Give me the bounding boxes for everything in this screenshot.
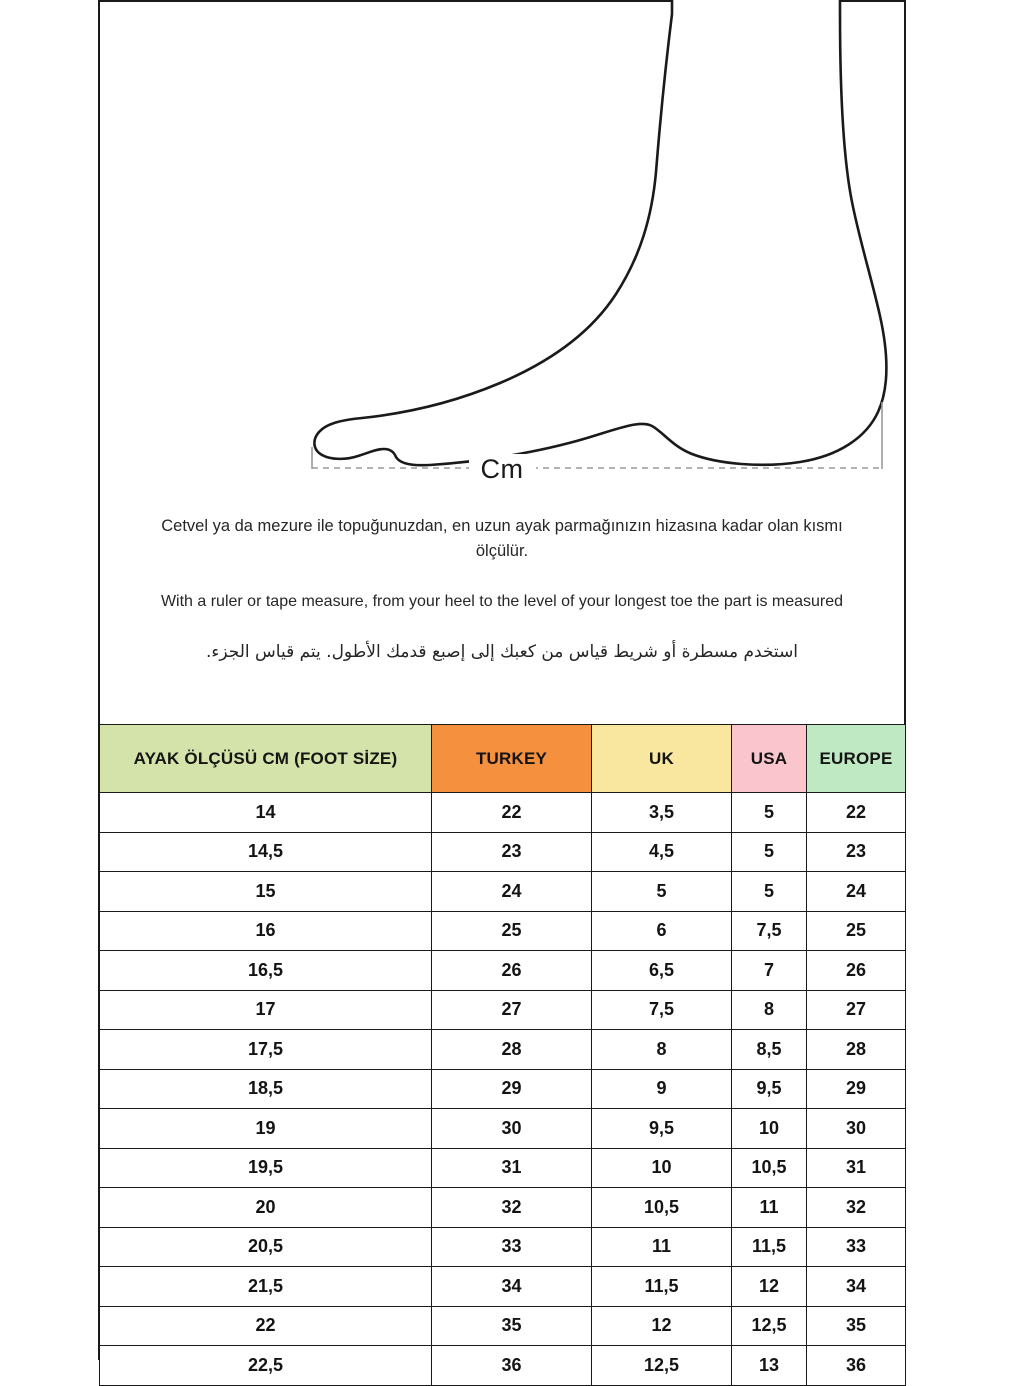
cell-turkey: 25: [432, 911, 592, 951]
table-row: [100, 1148, 906, 1188]
cell-turkey: 31: [432, 1148, 592, 1188]
cell-usa: 12: [732, 1267, 807, 1307]
table-row: [100, 1306, 906, 1346]
cell-turkey: 30: [432, 1109, 592, 1149]
instruction-text-turkish: Cetvel ya da mezure ile topuğunuzdan, en uzun ayak parmağınızın hizasına kadar olan kısmı ölçülür.: [161, 517, 843, 560]
cell-usa: 7,5: [732, 911, 807, 951]
cell-uk: 7,5: [592, 990, 732, 1030]
table-header-row: [100, 725, 906, 793]
cell-foot-size-cm: 18,5: [100, 1069, 432, 1109]
cell-foot-size-cm: 14: [100, 793, 432, 833]
cell-foot-size-cm: 17: [100, 990, 432, 1030]
cell-usa: 5: [732, 832, 807, 872]
cell-turkey: 33: [432, 1227, 592, 1267]
cell-uk: 12: [592, 1306, 732, 1346]
cell-uk: 4,5: [592, 832, 732, 872]
cell-turkey: 23: [432, 832, 592, 872]
cell-usa: 10,5: [732, 1148, 807, 1188]
column-header-europe: EUROPE: [807, 725, 906, 793]
cell-uk: 10: [592, 1148, 732, 1188]
cell-europe: 26: [807, 951, 906, 991]
cell-uk: 9,5: [592, 1109, 732, 1149]
cell-turkey: 35: [432, 1306, 592, 1346]
shoe-size-conversion-table: [99, 724, 906, 1386]
cell-foot-size-cm: 19: [100, 1109, 432, 1149]
cell-turkey: 28: [432, 1030, 592, 1070]
cell-turkey: 22: [432, 793, 592, 833]
cell-foot-size-cm: 21,5: [100, 1267, 432, 1307]
cell-uk: 3,5: [592, 793, 732, 833]
cell-europe: 28: [807, 1030, 906, 1070]
size-guide-card: [98, 0, 906, 1375]
cell-foot-size-cm: 19,5: [100, 1148, 432, 1188]
table-row: [100, 1069, 906, 1109]
cell-uk: 11,5: [592, 1267, 732, 1307]
table-row: [100, 793, 906, 833]
cell-turkey: 24: [432, 872, 592, 912]
table-row: [100, 1267, 906, 1307]
cell-usa: 5: [732, 793, 807, 833]
cell-uk: 11: [592, 1227, 732, 1267]
cell-foot-size-cm: 17,5: [100, 1030, 432, 1070]
cell-usa: 11,5: [732, 1227, 807, 1267]
column-header-foot-size-cm: AYAK ÖLÇÜSÜ CM (FOOT SİZE): [100, 725, 432, 793]
cell-europe: 32: [807, 1188, 906, 1228]
table-row: [100, 911, 906, 951]
size-table-body: [100, 793, 906, 1386]
table-row: [100, 832, 906, 872]
cell-europe: 27: [807, 990, 906, 1030]
cell-foot-size-cm: 22,5: [100, 1346, 432, 1386]
table-row: [100, 1227, 906, 1267]
table-row: [100, 1346, 906, 1386]
cell-uk: 9: [592, 1069, 732, 1109]
cell-turkey: 36: [432, 1346, 592, 1386]
column-header-usa: USA: [732, 725, 807, 793]
cell-turkey: 32: [432, 1188, 592, 1228]
cell-usa: 8,5: [732, 1030, 807, 1070]
cell-turkey: 26: [432, 951, 592, 991]
cell-turkey: 27: [432, 990, 592, 1030]
cell-turkey: 29: [432, 1069, 592, 1109]
cell-europe: 31: [807, 1148, 906, 1188]
cell-uk: 6: [592, 911, 732, 951]
table-row: [100, 872, 906, 912]
cell-turkey: 34: [432, 1267, 592, 1307]
cell-uk: 6,5: [592, 951, 732, 991]
cell-europe: 33: [807, 1227, 906, 1267]
instruction-text-english: With a ruler or tape measure, from your heel to the level of your longest toe the part is measured: [160, 592, 844, 610]
cell-uk: 5: [592, 872, 732, 912]
cell-foot-size-cm: 16,5: [100, 951, 432, 991]
cell-europe: 22: [807, 793, 906, 833]
cell-usa: 10: [732, 1109, 807, 1149]
cell-europe: 36: [807, 1346, 906, 1386]
cell-foot-size-cm: 15: [100, 872, 432, 912]
table-row: [100, 1109, 906, 1149]
cell-foot-size-cm: 14,5: [100, 832, 432, 872]
table-row: [100, 1030, 906, 1070]
instructions-block: [100, 514, 904, 665]
cell-europe: 29: [807, 1069, 906, 1109]
column-header-uk: UK: [592, 725, 732, 793]
instruction-text-arabic: استخدم مسطرة أو شريط قياس من كعبك إلى إصبع قدمك الأطول. يتم قياس الجزء.: [205, 641, 799, 662]
foot-measurement-diagram: [100, 2, 904, 502]
cell-usa: 5: [732, 872, 807, 912]
cell-uk: 12,5: [592, 1346, 732, 1386]
cell-usa: 12,5: [732, 1306, 807, 1346]
column-header-turkey: TURKEY: [432, 725, 592, 793]
cell-europe: 25: [807, 911, 906, 951]
cell-europe: 34: [807, 1267, 906, 1307]
cell-europe: 30: [807, 1109, 906, 1149]
cell-foot-size-cm: 20,5: [100, 1227, 432, 1267]
cell-europe: 24: [807, 872, 906, 912]
cell-foot-size-cm: 20: [100, 1188, 432, 1228]
cell-usa: 11: [732, 1188, 807, 1228]
cell-usa: 8: [732, 990, 807, 1030]
cell-europe: 35: [807, 1306, 906, 1346]
cell-uk: 8: [592, 1030, 732, 1070]
table-row: [100, 1188, 906, 1228]
cell-uk: 10,5: [592, 1188, 732, 1228]
cell-usa: 13: [732, 1346, 807, 1386]
cell-usa: 7: [732, 951, 807, 991]
cell-foot-size-cm: 22: [100, 1306, 432, 1346]
cell-europe: 23: [807, 832, 906, 872]
table-row: [100, 951, 906, 991]
cell-usa: 9,5: [732, 1069, 807, 1109]
cm-measure-label: Cm: [100, 454, 904, 485]
cell-foot-size-cm: 16: [100, 911, 432, 951]
foot-side-profile-outline: [314, 0, 886, 465]
table-row: [100, 990, 906, 1030]
